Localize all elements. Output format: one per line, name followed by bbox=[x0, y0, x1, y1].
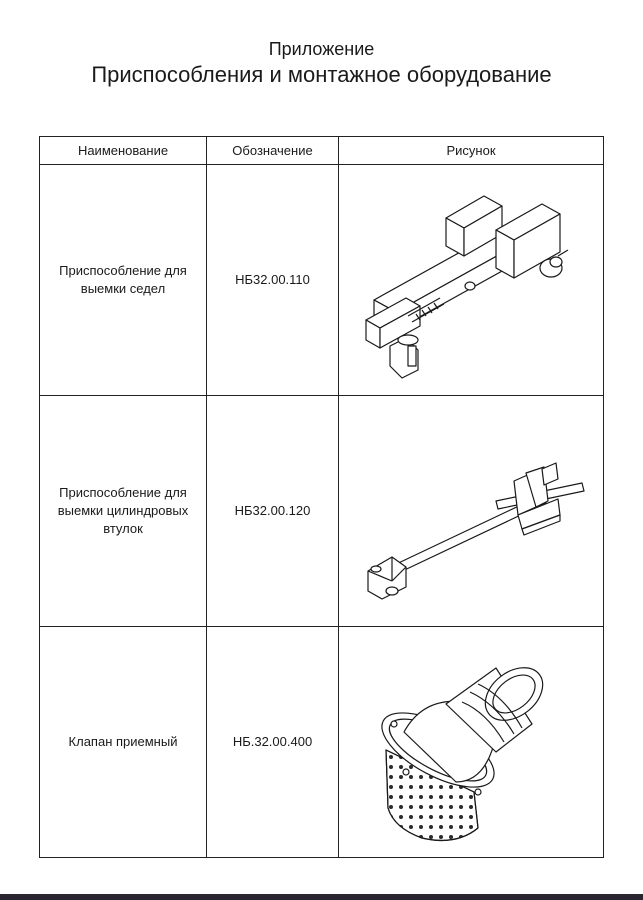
row-name: Клапан приемный bbox=[68, 734, 178, 749]
page-header bbox=[0, 38, 643, 88]
column-header-name: Наименование bbox=[40, 137, 207, 165]
intake-valve-drawing bbox=[346, 632, 596, 852]
table-row bbox=[40, 627, 604, 858]
page-title: Приспособления и монтажное оборудование bbox=[91, 62, 552, 87]
cylinder-liner-puller-drawing bbox=[346, 411, 596, 611]
footer-bar bbox=[0, 894, 643, 900]
table-row bbox=[40, 165, 604, 396]
row-designation: НБ32.00.110 bbox=[207, 165, 339, 396]
equipment-table bbox=[39, 136, 604, 858]
row-name-cell bbox=[40, 165, 207, 396]
row-name-cell bbox=[40, 627, 207, 858]
column-header-picture: Рисунок bbox=[339, 137, 604, 165]
column-header-designation: Обозначение bbox=[207, 137, 339, 165]
table-header-row bbox=[40, 137, 604, 165]
row-picture-cell bbox=[339, 396, 604, 627]
row-designation: НБ32.00.120 bbox=[207, 396, 339, 627]
row-designation: НБ.32.00.400 bbox=[207, 627, 339, 858]
seat-extraction-tool-drawing bbox=[346, 170, 596, 390]
appendix-label: Приложение bbox=[268, 39, 375, 59]
row-picture-cell bbox=[339, 627, 604, 858]
row-name: Приспособление для выемки седел bbox=[59, 263, 187, 296]
row-name-cell bbox=[40, 396, 207, 627]
row-picture-cell bbox=[339, 165, 604, 396]
row-name: Приспособление для выемки цилиндровых втулок bbox=[57, 485, 189, 536]
table-row bbox=[40, 396, 604, 627]
